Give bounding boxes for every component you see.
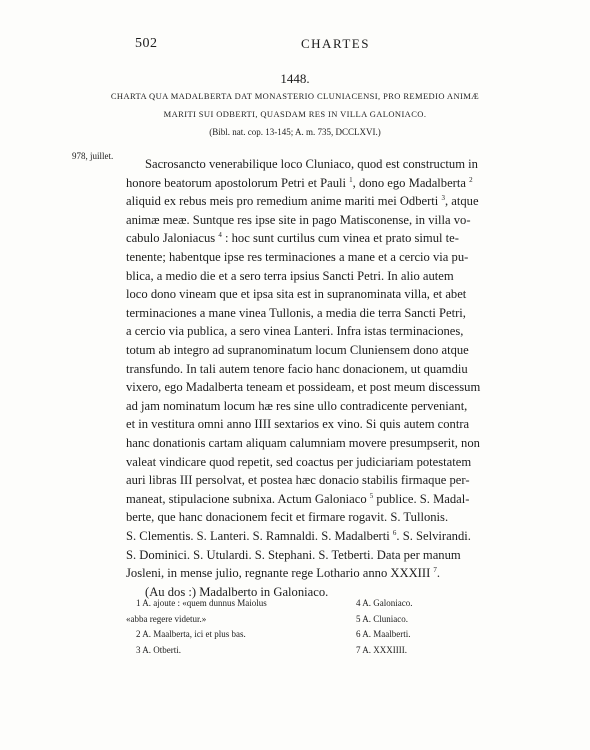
body-text-run: publice. S. Madal- xyxy=(373,491,470,506)
charter-source: (Bibl. nat. cop. 13-145; A. m. 735, DCCLXVI.) xyxy=(209,127,381,137)
body-text-run: aliquid ex rebus meis pro remedium anime mariti mei Odberti xyxy=(126,194,442,209)
footnote-marker: 6 xyxy=(392,529,397,537)
body-text-run: vixero, ego Madalberta teneam et possideam, et post meum discessum xyxy=(126,380,481,395)
body-text-run: : hoc sunt curtilus cum vinea et prato simul te- xyxy=(221,231,459,246)
footnote-7: 7 A. XXXIIII. xyxy=(356,645,407,655)
body-line xyxy=(126,436,480,451)
body-line xyxy=(126,250,468,265)
body-line xyxy=(126,566,440,581)
body-line xyxy=(126,548,461,563)
body-line xyxy=(126,231,459,246)
body-text-run: a cercio via publica, a sero vinea Lanteri. Infra istas terminaciones, xyxy=(126,324,464,339)
body-line xyxy=(126,343,469,358)
body-line xyxy=(126,176,473,191)
body-text-run: . xyxy=(436,566,441,581)
body-text-run: (Au dos :) Madalberto in Galoniaco. xyxy=(145,584,329,599)
body-text-run: totum ab integro ad supranominatum locum Cluniensem dono atque xyxy=(126,343,469,357)
body-line xyxy=(126,455,471,470)
body-line xyxy=(126,213,471,228)
footnote-5: 5 A. Cluniaco. xyxy=(356,614,408,624)
footnote-4: 4 A. Galoniaco. xyxy=(356,598,413,608)
body-text-run: cabulo Jaloniacus xyxy=(126,231,219,246)
footnote-1: 1 A. ajoute : «quem dunnus Maiolus xyxy=(136,598,267,608)
body-text-run: blica, a medio die et a sero terra ipsius Sancti Petri. In alio autem xyxy=(126,268,454,283)
body-text-run: et in vestitura omni anno IIII sextarios ex vino. Si quis autem contra xyxy=(126,417,470,432)
body-line xyxy=(126,417,469,432)
body-text-run: . S. Selvirandi. xyxy=(396,529,471,543)
footnote-marker: 3 xyxy=(441,194,445,203)
body-line xyxy=(126,529,471,544)
running-title: CHARTES xyxy=(301,36,370,51)
body-line xyxy=(145,157,478,172)
body-text-run: S. Dominici. S. Utulardi. S. Stephani. S. Tetberti. Data per manum xyxy=(126,547,461,562)
footnote-marker: 7 xyxy=(433,566,437,575)
body-text-run: Josleni, in mense julio, regnante rege Lothario anno XXXIII xyxy=(126,566,434,581)
body-text-run: berte, que hanc donacionem fecit et firmare rogavit. S. Tullonis. xyxy=(126,510,449,525)
body-line xyxy=(126,492,469,507)
page-number: 502 xyxy=(135,36,158,51)
charter-caption-line-1: CHARTA QUA MADALBERTA DAT MONASTERIO CLUNIACENSI, PRO REMEDIO ANIMÆ xyxy=(110,91,480,101)
footnote-marker: 4 xyxy=(218,231,222,240)
body-text-run: auri libras III persolvat, et postea hæc donacio stabilis firmaque per- xyxy=(126,473,470,488)
footnote-marker: 5 xyxy=(369,491,374,500)
body-line xyxy=(126,399,467,414)
body-text-run: tenente; habentque ipse res terminaciones a mane et a cercio via pu- xyxy=(126,250,469,264)
footnote-2: 2 A. Maalberta, ici et plus bas. xyxy=(136,629,246,639)
footnote-marker: 2 xyxy=(469,175,473,184)
body-line xyxy=(126,306,466,321)
body-text-run: S. Clementis. S. Lanteri. S. Ramnaldi. S. Madalberti xyxy=(126,529,393,543)
body-text-run: valeat vindicare quod repetit, sed coactus per judiciariam potestatem xyxy=(126,454,472,469)
charter-caption-line-2: MARITI SUI ODBERTI, QUASDAM RES IN VILLA GALONIACO. xyxy=(163,109,427,119)
body-line xyxy=(126,287,466,302)
body-line xyxy=(126,380,480,395)
charter-number: 1448. xyxy=(280,71,310,86)
body-text-run: hanc donationis cartam aliquam calumniam movere presumpserit, non xyxy=(126,436,480,450)
footnote-marker: 1 xyxy=(349,175,353,184)
charter-date: 978, juillet. xyxy=(72,151,114,161)
body-text-run: Sacrosancto venerabilique loco Cluniaco, quod est constructum in xyxy=(145,157,478,171)
body-text-run: maneat, stipulacione subnixa. Actum Galoniaco xyxy=(126,491,370,506)
body-line xyxy=(126,194,479,209)
body-text-run: ad jam nominatum locum hæ res sine ullo contradicente perveniant, xyxy=(126,398,468,413)
footnote-1-continued: «abba regere videtur.» xyxy=(126,614,207,624)
body-text-run: terminaciones a mane vinea Tullonis, a media die terra Sancti Petri, xyxy=(126,305,466,320)
body-text-run: animæ meæ. Suntque res ipse site in pago Matisconense, in villa vo- xyxy=(126,212,471,227)
body-line xyxy=(126,362,468,377)
body-line xyxy=(126,510,448,525)
body-line xyxy=(126,473,470,488)
body-text-run: , atque xyxy=(444,194,479,209)
body-line xyxy=(126,269,454,284)
footnote-3: 3 A. Otberti. xyxy=(136,645,181,655)
body-text-run: , dono ego Madalberta xyxy=(352,175,470,190)
body-text-run: transfundo. In tali autem tenore facio hanc donacionem, ut quamdiu xyxy=(126,361,468,376)
body-text-run: honore beatorum apostolorum Petri et Pauli xyxy=(126,175,350,190)
body-line xyxy=(126,324,463,339)
body-text-run: loco dono vineam que et ipsa sita est in supranominata villa, et abet xyxy=(126,287,467,302)
footnote-6: 6 A. Maalberti. xyxy=(356,629,411,639)
